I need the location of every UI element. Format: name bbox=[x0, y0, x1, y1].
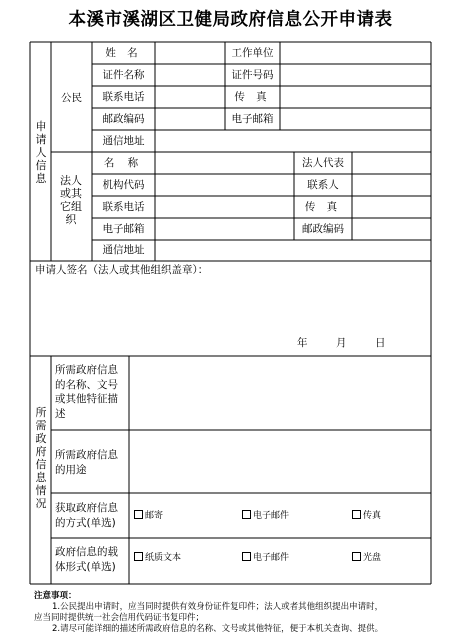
checkbox-icon[interactable] bbox=[242, 552, 251, 561]
org-phone-label: 联系电话 bbox=[102, 201, 145, 213]
citizen-email-label: 电子邮箱 bbox=[231, 113, 274, 125]
org-address-label: 通信地址 bbox=[102, 244, 145, 256]
citizen-id-name-label: 证件名称 bbox=[102, 69, 145, 81]
org-contact-label: 联系人 bbox=[307, 179, 339, 191]
org-code-label: 机构代码 bbox=[102, 179, 145, 191]
notes-heading: 注意事项： bbox=[34, 591, 77, 601]
citizen-phone-label: 联系电话 bbox=[102, 91, 145, 103]
notes-line: 1.公民提出申请时，应当同时提供有效身份证件复印件；法人或者其他组织提出申请时， bbox=[52, 602, 384, 612]
org-label: 法人或其它组织 bbox=[60, 174, 82, 226]
citizen-id-number-label: 证件号码 bbox=[231, 69, 274, 81]
carrier-option-email[interactable]: 电子邮件 bbox=[242, 552, 289, 564]
notes-line: 应当同时提供统一社会信用代码证书复印件； bbox=[34, 613, 205, 623]
applicant-section-label: 申请人信息 bbox=[35, 120, 47, 185]
citizen-postcode-label: 邮政编码 bbox=[102, 113, 145, 125]
org-fax-label: 传 真 bbox=[304, 201, 342, 213]
checkbox-icon[interactable] bbox=[242, 510, 251, 519]
info-description-label: 所需政府信息的名称、文号或其他特征描述 bbox=[55, 364, 118, 420]
citizen-name-label: 姓 名 bbox=[105, 47, 142, 59]
carrier-option-disc[interactable]: 光盘 bbox=[352, 552, 381, 564]
checkbox-icon[interactable] bbox=[352, 510, 361, 519]
carrier-option-paper[interactable]: 纸质文本 bbox=[134, 552, 181, 564]
citizen-fax-label: 传 真 bbox=[234, 91, 271, 103]
info-carrier-label: 政府信息的载体形式(单选) bbox=[55, 546, 118, 573]
form-title: 本溪市溪湖区卫健局政府信息公开申请表 bbox=[68, 10, 393, 30]
info-purpose-label: 所需政府信息的用途 bbox=[55, 449, 118, 476]
checkbox-icon[interactable] bbox=[134, 510, 143, 519]
citizen-employer-label: 工作单位 bbox=[231, 47, 274, 59]
method-option-mail[interactable]: 邮寄 bbox=[134, 510, 163, 522]
signature-month: 月 bbox=[336, 337, 347, 349]
checkbox-icon[interactable] bbox=[352, 552, 361, 561]
checkbox-icon[interactable] bbox=[134, 552, 143, 561]
org-name-label: 名 称 bbox=[103, 157, 144, 169]
org-postcode-label: 邮政编码 bbox=[302, 223, 344, 235]
method-option-email[interactable]: 电子邮件 bbox=[242, 510, 289, 522]
org-email-label: 电子邮箱 bbox=[102, 223, 145, 235]
method-option-fax[interactable]: 传真 bbox=[352, 510, 381, 522]
info-method-label: 获取政府信息的方式(单选) bbox=[55, 502, 118, 529]
notes-block bbox=[34, 591, 454, 635]
notes-line: 2.请尽可能详细的描述所需政府信息的名称、文号或其他特征，便于本机关查询、提供。 bbox=[52, 624, 384, 634]
org-legal-rep-label: 法人代表 bbox=[302, 157, 344, 169]
signature-day: 日 bbox=[375, 337, 386, 349]
signature-label: 申请人签名（法人或其他组织盖章）： bbox=[35, 264, 209, 276]
info-section-label: 所需政府信息情况 bbox=[35, 406, 47, 510]
citizen-address-label: 通信地址 bbox=[102, 135, 145, 147]
citizen-label: 公民 bbox=[61, 92, 82, 104]
signature-year: 年 bbox=[297, 337, 308, 349]
